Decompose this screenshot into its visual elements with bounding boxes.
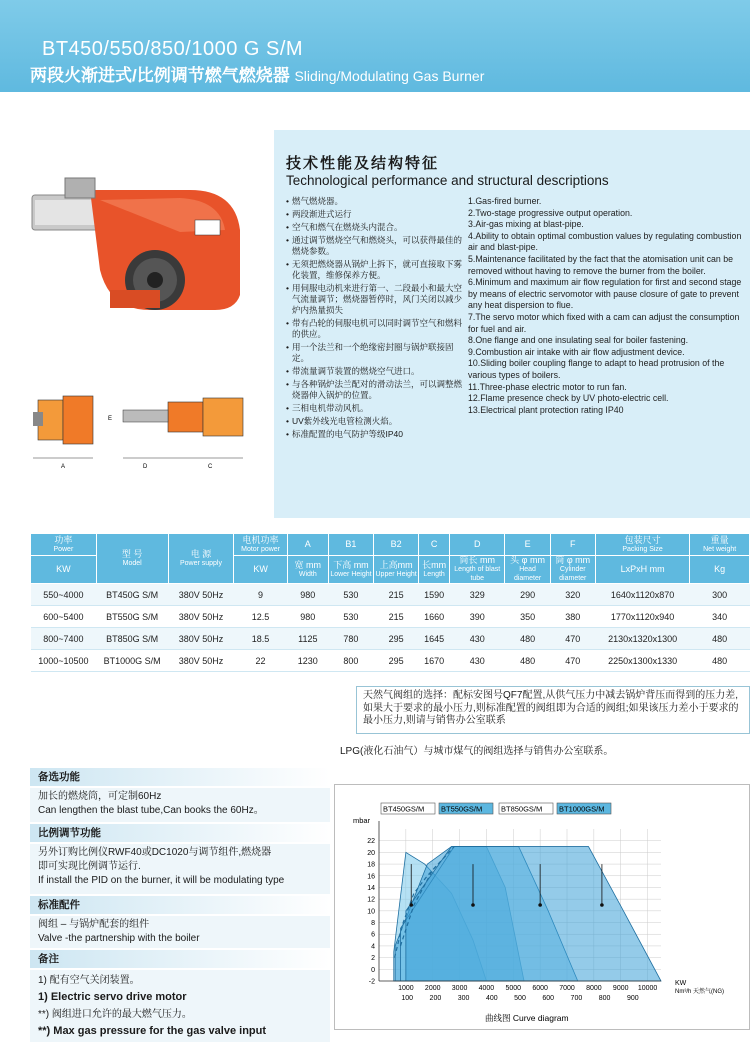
dim-label-d: D — [143, 464, 148, 470]
features-title-cn: 技术性能及结构特征 — [286, 155, 440, 172]
spec-cell: 430 — [450, 650, 505, 672]
title-cn: 两段火渐进式/比例调节燃气燃烧器 — [30, 66, 290, 85]
th-a: A — [287, 534, 328, 556]
spec-cell: 530 — [328, 584, 373, 606]
feature-en-item: 1.Gas-fired burner. — [468, 196, 542, 206]
chart-y-tick: 6 — [371, 931, 375, 939]
section-line: 即可实现比例调节运行. — [38, 861, 141, 872]
chart-x-tick-nm3: 900 — [626, 995, 639, 1002]
spec-cell: 1770x1120x940 — [595, 606, 689, 628]
chart-x-tick-nm3: 700 — [570, 995, 583, 1002]
spec-cell: 780 — [328, 628, 373, 650]
chart-x-label-nm3: Nm³/h 天然气(NG) — [675, 989, 724, 995]
chart-y-tick: 14 — [367, 884, 375, 892]
spec-cell: 215 — [374, 584, 419, 606]
chart-legend-label: BT850GS/M — [501, 804, 543, 814]
section-line: 1) 配有空气关闭装置。 — [38, 975, 140, 986]
chart-title: 曲线图 Curve diagram — [485, 1013, 569, 1023]
th-e: E — [505, 534, 550, 556]
spec-cell: 380V 50Hz — [168, 584, 234, 606]
chart-y-tick: 12 — [367, 896, 375, 904]
burner-photo — [30, 170, 270, 320]
chart-x-tick-kw: 4000 — [478, 985, 495, 992]
section-body — [30, 970, 330, 1042]
spec-cell: 329 — [450, 584, 505, 606]
feature-en-item: 13.Electrical plant protection rating IP40 — [468, 404, 624, 415]
chart-x-tick-nm3: 600 — [542, 995, 555, 1002]
feature-cn-item: • 空气和燃气在燃烧头内混合。 — [286, 222, 466, 233]
spec-cell: BT850G S/M — [96, 628, 168, 650]
chart-x-tick-kw: 10000 — [637, 985, 658, 992]
th-e-unit: 头 φ mm Head diameter — [505, 556, 550, 584]
section-line: 另外订购比例仪RWF40或DC1020与调节组件,燃烧器 — [38, 847, 272, 858]
valve-selection-note: 天然气阀组的选择：配标安图号QF7配置,从供气压力中减去锅炉背压而得到的压力差,如果大于要求的最小压力,则标准配置的阀组即为合适的阀组;如果该压力差小于要求的最小压力,则请与销售办公室联系 — [356, 686, 750, 734]
spec-table — [30, 533, 750, 672]
feature-cn-item: • 用伺服电动机来进行第一、二段最小和最大空气流量调节；燃烧器暂停时，风门关闭以减少炉内热量损失 — [286, 283, 466, 316]
chart-x-tick-kw: 9000 — [612, 985, 629, 992]
spec-cell: 320 — [550, 584, 595, 606]
spec-cell: 1000~10500 — [31, 650, 97, 672]
section-line: **) 阀组进口允许的最大燃气压力。 — [38, 1009, 192, 1020]
chart-legend-label: BT450GS/M — [383, 804, 425, 814]
spec-cell: 600~5400 — [31, 606, 97, 628]
curve-chart — [335, 785, 750, 1031]
spec-cell: 380 — [550, 606, 595, 628]
feature-cn-item: • 燃气燃烧器。 — [286, 196, 466, 207]
spec-cell: 9 — [234, 584, 287, 606]
chart-y-tick: 10 — [367, 908, 375, 916]
chart-x-tick-nm3: 300 — [457, 995, 470, 1002]
chart-y-tick: 22 — [367, 838, 375, 846]
chart-x-tick-kw: 2000 — [424, 985, 441, 992]
spec-row — [31, 584, 750, 606]
chart-y-tick: 0 — [371, 966, 375, 974]
title-en: Sliding/Modulating Gas Burner — [294, 68, 485, 84]
section-body — [30, 916, 330, 948]
spec-cell: 2130x1320x1300 — [595, 628, 689, 650]
chart-x-tick-kw: 5000 — [505, 985, 522, 992]
th-pack-unit: LxPxH mm — [595, 556, 689, 584]
spec-cell: 340 — [690, 606, 750, 628]
spec-cell: 480 — [690, 628, 750, 650]
chart-y-tick: 16 — [367, 873, 375, 881]
spec-cell: 980 — [287, 606, 328, 628]
section-body — [30, 844, 330, 894]
feature-cn-item: • 无须把燃烧器从锅炉上拆下，就可直接取下雾化装置，维修保养方便。 — [286, 259, 466, 281]
chart-arrow-dot — [471, 903, 475, 907]
th-f-unit: 筒 φ mm Cylinder diameter — [550, 556, 595, 584]
spec-cell: 530 — [328, 606, 373, 628]
chart-legend-label: BT1000GS/M — [559, 804, 605, 814]
chart-x-tick-kw: 1000 — [398, 985, 414, 992]
section-line: 阀组 – 与锅炉配套的组件 — [38, 919, 150, 930]
th-supply: 电 源 Power supply — [168, 534, 234, 584]
chart-x-tick-kw: 7000 — [559, 985, 575, 992]
curve-diagram — [334, 784, 750, 1030]
chart-x-tick-nm3: 800 — [598, 995, 611, 1002]
th-motor: 电机功率 Motor power — [234, 534, 287, 556]
th-c: C — [419, 534, 450, 556]
dim-label-a: A — [61, 464, 66, 470]
spec-cell: 380V 50Hz — [168, 628, 234, 650]
spec-row — [31, 650, 750, 672]
section-line: 加长的燃烧筒，可定制60Hz — [38, 791, 162, 802]
th-weight-unit: Kg — [690, 556, 750, 584]
feature-en-item: 10.Sliding boiler coupling flange to adapt to head protrusion of the various types of boilers. — [468, 358, 725, 380]
section-line: Can lengthen the blast tube,Can books the 60Hz。 — [38, 805, 264, 816]
chart-x-tick-nm3: 200 — [429, 995, 442, 1002]
spec-cell: BT1000G S/M — [96, 650, 168, 672]
spec-cell: 22 — [234, 650, 287, 672]
spec-cell: 215 — [374, 606, 419, 628]
th-power-unit: KW — [31, 556, 97, 584]
th-pack: 包装尺寸 Packing Size — [595, 534, 689, 556]
model-range: BT450/550/850/1000 G S/M — [42, 38, 304, 60]
page-header — [0, 0, 750, 92]
th-power: 功率 Power — [31, 534, 97, 556]
feature-en-item: 2.Two-stage progressive output operation. — [468, 207, 633, 218]
chart-arrow-dot — [538, 903, 542, 907]
chart-legend-label: BT550GS/M — [441, 804, 483, 814]
chart-x-tick-nm3: 100 — [401, 995, 414, 1002]
chart-x-label-kw: KW — [675, 980, 687, 987]
spec-row — [31, 628, 750, 650]
section-line: Valve -the partnership with the boiler — [38, 933, 200, 944]
spec-cell: 380V 50Hz — [168, 606, 234, 628]
spec-cell: 470 — [550, 628, 595, 650]
th-model: 型 号 Model — [96, 534, 168, 584]
chart-y-tick: 8 — [371, 920, 375, 928]
spec-cell: 18.5 — [234, 628, 287, 650]
dim-label-c: C — [208, 464, 213, 470]
section-body — [30, 788, 330, 822]
spec-cell: 295 — [374, 628, 419, 650]
feature-cn-item: • 通过调节燃烧空气和燃烧头，可以获得最佳的燃烧参数。 — [286, 235, 466, 257]
spec-cell: 1660 — [419, 606, 450, 628]
spec-cell: 1640x1120x870 — [595, 584, 689, 606]
features-list-cn — [286, 196, 466, 442]
th-c-unit: 长mm Length — [419, 556, 450, 584]
feature-en-item: 4.Ability to obtain optimal combustion values by regulating combustion air and blast-pipe. — [468, 230, 742, 253]
feature-cn-item: • 带有凸轮的伺服电机可以同时调节空气和燃料的供应。 — [286, 318, 466, 340]
spec-cell: 295 — [374, 650, 419, 672]
th-b2: B2 — [374, 534, 419, 556]
spec-table-body — [31, 584, 750, 672]
section-title: 备选功能 — [30, 768, 330, 786]
feature-en-item: 8.One flange and one insulating seal for boiler fastening. — [468, 335, 689, 346]
th-motor-unit: KW — [234, 556, 287, 584]
spec-cell: BT550G S/M — [96, 606, 168, 628]
feature-en-item: 3.Air-gas mixing at blast-pipe. — [468, 219, 584, 230]
th-b2-unit: 上高mm Upper Height — [374, 556, 419, 584]
chart-arrow-dot — [600, 903, 604, 907]
chart-y-label: mbar — [353, 816, 371, 825]
spec-cell: 480 — [505, 628, 550, 650]
chart-x-tick-nm3: 500 — [514, 995, 526, 1002]
dim-label-e: E — [108, 416, 113, 422]
spec-cell: 800~7400 — [31, 628, 97, 650]
chart-area-BT1000GS/M — [406, 847, 661, 981]
features-list-en — [468, 196, 748, 416]
spec-cell: 12.5 — [234, 606, 287, 628]
th-b1-unit: 下高 mm Lower Height — [328, 556, 373, 584]
spec-cell: 480 — [505, 650, 550, 672]
chart-y-tick: 20 — [367, 849, 375, 857]
feature-en-item: 12.Flame presence check by UV photo-electric cell. — [468, 393, 669, 404]
feature-cn-item: • 与各种锅炉法兰配对的滑动法兰，可以调整燃烧器伸入锅炉的位置。 — [286, 379, 466, 401]
spec-cell: 430 — [450, 628, 505, 650]
dimension-drawing — [28, 388, 273, 478]
section-line: 1) Electric servo drive motor — [38, 991, 187, 1003]
spec-cell: 800 — [328, 650, 373, 672]
section-line: **) Max gas pressure for the gas valve input — [38, 1025, 267, 1037]
lpg-note: LPG(液化石油气）与城市煤气的阀组选择与销售办公室联系。 — [340, 746, 614, 757]
section-title: 比例调节功能 — [30, 824, 330, 842]
features-panel — [274, 130, 750, 518]
th-b1: B1 — [328, 534, 373, 556]
chart-arrow-dot — [409, 903, 413, 907]
section-title: 备注 — [30, 950, 330, 968]
th-a-unit: 宽 mm Width — [287, 556, 328, 584]
chart-y-tick: 18 — [367, 861, 375, 869]
th-d-unit: 筒长 mm Length of blast tube — [450, 556, 505, 584]
spec-cell: 550~4000 — [31, 584, 97, 606]
feature-cn-item: • 三相电机带动风机。 — [286, 403, 466, 414]
chart-y-tick: 2 — [371, 955, 375, 963]
spec-cell: 980 — [287, 584, 328, 606]
chart-x-tick-kw: 6000 — [532, 985, 548, 992]
feature-en-item: 5.Maintenance facilitated by the fact that the atomisation unit can be removed without having to remove the burner from the boiler. — [468, 253, 734, 276]
feature-en-item: 7.The servo motor which fixed with a cam can adjust the consumption for fuel and air. — [468, 311, 740, 334]
spec-cell: 1125 — [287, 628, 328, 650]
section-line: If install the PID on the burner, it will be modulating type — [38, 875, 285, 886]
spec-header-row — [31, 534, 750, 556]
spec-cell: 290 — [505, 584, 550, 606]
spec-cell: 1670 — [419, 650, 450, 672]
spec-cell: 480 — [690, 650, 750, 672]
spec-row — [31, 606, 750, 628]
feature-cn-item: • 带流量调节装置的燃烧空气进口。 — [286, 366, 466, 377]
spec-cell: 2250x1300x1330 — [595, 650, 689, 672]
feature-cn-item: • 两段渐进式运行 — [286, 209, 466, 220]
th-weight: 重量 Net weight — [690, 534, 750, 556]
spec-cell: 470 — [550, 650, 595, 672]
chart-x-tick-kw: 3000 — [451, 985, 468, 992]
chart-x-tick-nm3: 400 — [485, 995, 498, 1002]
feature-cn-item: • 用一个法兰和一个绝缘密封圈与锅炉联接固定。 — [286, 342, 466, 364]
th-f: F — [550, 534, 595, 556]
feature-en-item: 9.Combustion air intake with air flow adjustment device. — [468, 346, 685, 357]
spec-cell: BT450G S/M — [96, 584, 168, 606]
feature-en-item: 6.Minimum and maximum air flow regulation for first and second stage by means of electric servomotor with pause closure of gate to prevent any heat dispersion to flue. — [468, 277, 742, 311]
chart-y-tick: 4 — [371, 943, 375, 951]
spec-cell: 380V 50Hz — [168, 650, 234, 672]
feature-cn-item: • 标准配置的电气防护等级IP40 — [286, 429, 466, 440]
feature-cn-item: • UV紫外线光电管检测火焰。 — [286, 416, 466, 427]
chart-x-tick-kw: 8000 — [586, 985, 602, 992]
section-title: 标准配件 — [30, 896, 330, 914]
features-title-en: Technological performance and structural descriptions — [286, 173, 609, 188]
spec-cell: 300 — [690, 584, 750, 606]
spec-cell: 1590 — [419, 584, 450, 606]
th-d: D — [450, 534, 505, 556]
chart-y-tick: -2 — [368, 978, 375, 986]
spec-cell: 390 — [450, 606, 505, 628]
feature-en-item: 11.Three-phase electric motor to run fan. — [468, 381, 627, 392]
spec-cell: 350 — [505, 606, 550, 628]
page-title — [30, 61, 484, 86]
spec-cell: 1230 — [287, 650, 328, 672]
spec-cell: 1645 — [419, 628, 450, 650]
